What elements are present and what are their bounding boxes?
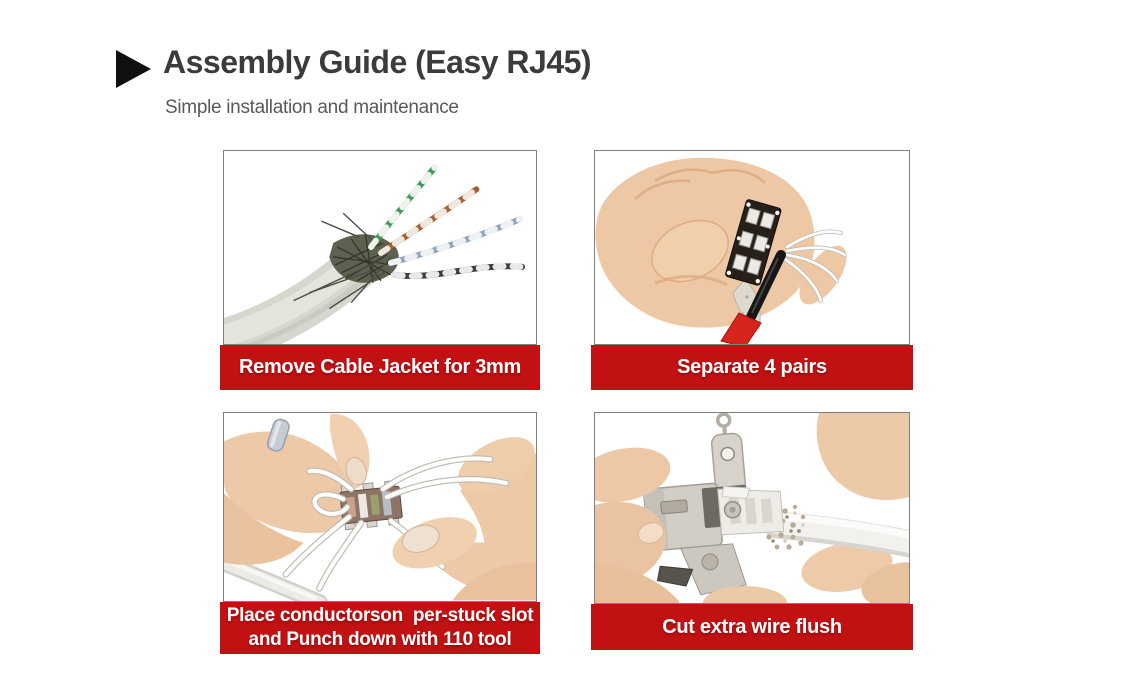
twisted-pairs <box>371 168 522 277</box>
step-panel-1 <box>220 150 540 390</box>
step-panel-4 <box>591 412 913 650</box>
connector-body <box>638 413 789 599</box>
step3-photo-place-conductors <box>223 412 537 602</box>
play-triangle-icon <box>116 50 151 88</box>
cut-wire-flush-illustration <box>595 413 909 603</box>
place-conductors-illustration <box>224 413 536 601</box>
step3-caption-line2: and Punch down with 110 tool <box>248 629 512 650</box>
step-panel-2 <box>591 150 913 390</box>
step4-caption: Cut extra wire flush <box>591 604 913 650</box>
step1-photo-stripped-cable <box>223 150 537 345</box>
step3-caption-line1: Place conductorson per-stuck slot <box>226 605 534 626</box>
white-cable <box>777 516 909 545</box>
separate-pairs-illustration <box>595 151 909 344</box>
step2-caption: Separate 4 pairs <box>591 345 913 390</box>
step1-caption: Remove Cable Jacket for 3mm <box>220 345 540 390</box>
page-subtitle: Simple installation and maintenance <box>165 97 459 118</box>
hand <box>596 158 856 328</box>
step3-caption <box>220 602 540 654</box>
right-hand <box>791 413 909 603</box>
step4-photo-cut-wire-flush <box>594 412 910 604</box>
right-hand <box>433 425 536 600</box>
step-panel-3 <box>220 412 540 654</box>
page-title: Assembly Guide (Easy RJ45) <box>163 44 592 80</box>
stripped-cable-illustration <box>224 151 536 344</box>
step2-photo-separate-pairs <box>594 150 910 345</box>
